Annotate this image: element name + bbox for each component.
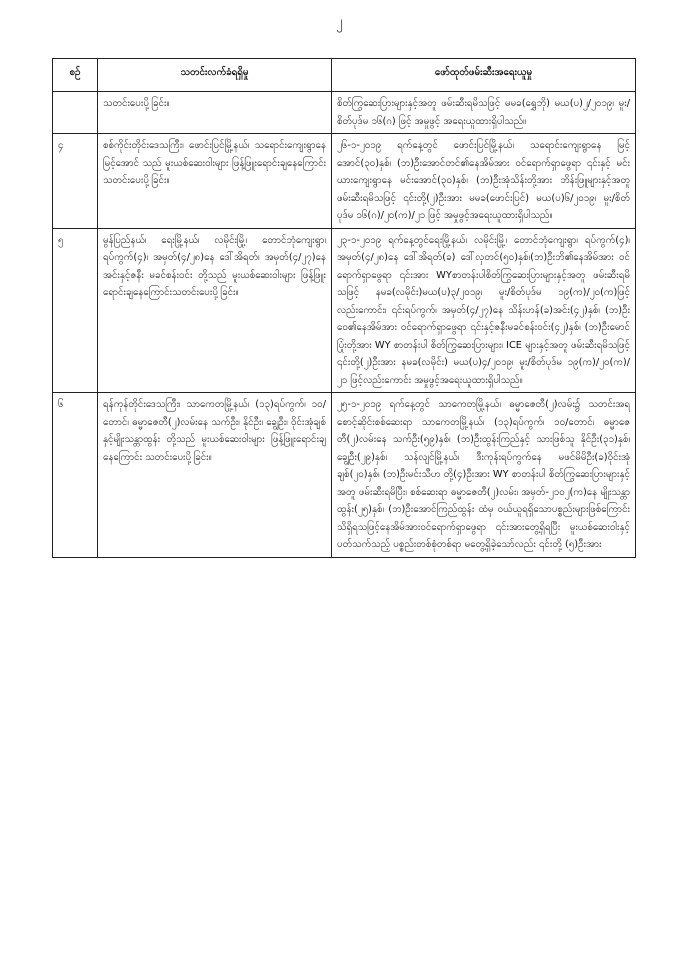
enforcement-table [52,58,636,558]
page-number: ၂ [336,14,343,30]
row-serial-no: ၄ [53,134,98,229]
header-info-received: သတင်းလက်ခံရရှိမှု [98,59,332,92]
table-header-row [53,59,636,92]
row-serial-no: ၅ [53,228,98,393]
row-info-received: သတင်းပေးပို့ခြင်း။ [98,92,332,134]
row-serial-no [53,92,98,134]
row-action-taken: စိတ်ကြွဆေးပြားများနှင့်အတူ ဖမ်းဆီးရမိသဖြင့် မမခ(ရွှေဘို) မယ(ပ)၂/၂၀၁၉၊ မူး/စိတ်ပုဒ်မ ၁၆(ဂ) ဖြင့် အမှုဖွင့် အရေးယူထားရှိပါသည်။ [332,92,636,134]
table-row [53,393,636,558]
table-row [53,92,636,134]
row-info-received: စစ်ကိုင်းတိုင်းဒေသကြီး၊ ဖောင်းပြင်မြို့နယ်၊ သရောင်းကျေးရွာနေ မြင့်အောင် သည် မူးယစ်ဆေးဝါးများ ဖြန့်ဖြူးရောင်းချနေကြောင်း သတင်းပေးပို့ခြင်း။ [98,134,332,229]
row-info-received: မွန်ပြည်နယ်၊ ရေးမြို့နယ်၊ လမိုင်းမြို့၊ တောင်ဘုံကျေးရွာ၊ ရပ်ကွက်(၄)၊ အမှတ်(၄/၂၈)နေ ဒေါ်အိရတ်၊ အမှတ်(၄/၂၇)နေ အင်းနှင့်ဇနီး မခင်စန်းဝင်း တို့သည် မူးယစ်ဆေးဝါးများ ဖြန့်ဖြူးရောင်းချနေကြောင်းသတင်းပေးပို့ခြင်း။ [98,228,332,393]
header-serial-no: စဉ် [53,59,98,92]
row-serial-no: ၆ [53,393,98,558]
row-action-taken: ၂၅-၁-၂၀၁၉ ရက်နေ့တွင် သာကေတမြို့နယ်၊ ဓမ္မာဇေတီ(၂)လမ်း၌ သတင်းအရ စောင့်ဆိုင်းစစ်ဆေးရာ သာကေတမြို့နယ်၊ (၁၃)ရပ်ကွက်၊ ၁၀/တောင်၊ ဓမ္မာဇေတီ(၂)လမ်းနေ သက်ဦး(၅၉)နှစ်၊ (ဘ)ဦးထွန်းကြည်နှင့် သားဖြစ်သူ နိုင်ဦး(၃၁)နှစ်၊ ချွေဦး(၂၉)နှစ်၊ သန်လျင်မြို့နယ်၊ ဒီးကုန်းရပ်ကွက်နေ မဖင်မိမိဦး(ခ)ဝိုင်းအုံချစ်(၂၀)နှစ်၊ (ဘ)ဦးမင်းသီဟ တို့(၄)ဦးအား WY စာတန်းပါ စိတ်ကြွဆေးပြားများနှင့်အတူ ဖမ်းဆီးရမိပြီး၊ စစ်ဆေးရာ ဓမ္မာဇေတီ(၂)လမ်း၊ အမှတ်-၂၁၀၂(က)နေ မျိုးသန္တာထွန်း(၂၅)နှစ်၊ (ဘ)ဦးအောင်ကြည်ထွန်း ထံမှ ဝယ်ယူရရှိသောပစ္စည်းများဖြစ်ကြောင်း သိရှိရသဖြင့်နေအိမ်အားဝင်ရောက်ရှာဖွေရာ ၎င်းအားတွေ့ရှိရပြီး မူးယစ်ဆေးဝါးနှင့် ပတ်သက်သည့် ပစ္စည်းတစ်စုံတစ်ရာ မတွေ့ရှိခဲ့သော်လည်း ၎င်းတို့ (၅)ဦးအား [332,393,636,558]
header-action-taken: ဖော်ထုတ်ဖမ်းဆီးအရေးယူမှု [332,59,636,92]
table-row [53,134,636,229]
row-action-taken: ၂၃-၁-၂၀၁၉ ရက်နေ့တွင်ရေးမြို့နယ်၊ လမိုင်းမြို့၊ တောင်ဘုံကျေးရွာ၊ ရပ်ကွက်(၄)၊ အမှတ်(၄/၂၈)နေ ဒေါ်အိရတ်(ခ) ဒေါ်လှတင်(၅၀)နှစ်၊(ဘ)ဦးဘိ၏နေအိမ်အား ဝင်ရောက်ရှာဖွေရာ ၎င်းအား WYစာတန်းပါစိတ်ကြွဆေးပြားများနှင့်အတူ ဖမ်းဆီးရမိသဖြင့် နမခ(လမိုင်း)မယ(ပ)၃/၂၀၁၉၊ မူး/စိတ်ပုဒ်မ ၁၉(က)/၂၀(က)ဖြင့်လည်းကောင်း၊ ၎င်းရပ်ကွက်၊ အမှတ်(၄/၂၇)နေ သိန်းဟန်(ခ)အင်း(၄၂)နှစ်၊ (ဘ)ဦးဝေ၏နေအိမ်အား ဝင်ရောက်ရှာဖွေရာ ၎င်းနှင့်ဇနီးမခင်စန်းဝင်း(၄၂)နှစ်၊ (ဘ)ဦးမောင်ပြုံးတို့အား WY စာတန်းပါ စိတ်ကြွဆေးပြားများ၊ ICE များနှင့်အတူ ဖမ်းဆီးရမိသဖြင့် ၎င်းတို့(၂)ဦးအား နမခ(လမိုင်း) မယ(ပ)၄/၂၀၁၉၊ မူး/စိတ်ပုဒ်မ ၁၉(က)/၂၀(က)/၂၁ ဖြင့်လည်းကောင်း အမှုဖွင့်အရေးယူထားရှိပါသည်။ [332,228,636,393]
row-action-taken: ၂၆-၁-၂၀၁၉ ရက်နေ့တွင် ဖောင်းပြင်မြို့နယ်၊ သရောင်းကျေးရွာနေ မြင့်အောင်(၃၀)နှစ်၊ (ဘ)ဦးအောင်တင်၏နေအိမ်အား ဝင်ရောက်ရှာဖွေရာ ၎င်းနှင့် မင်းယားကျေးရွာနေ မင်းအောင်(၃၀)နှစ်၊ (ဘ)ဦးအုံသိန်းတို့အား ဘိန်းဖြူများနှင့်အတူ ဖမ်းဆီးရမိသဖြင့် ၎င်းတို့(၂)ဦးအား မမခ(ဖောင်းပြင်) မယ(ပ)၆/၂၀၁၉၊ မူး/စိတ် ပုဒ်မ ၁၆(ဂ)/၂၀(က)/၂၁ ဖြင့် အမှုဖွင့်အရေးယူထားရှိပါသည်။ [332,134,636,229]
table-row [53,228,636,393]
row-info-received: ရန်ကုန်တိုင်းဒေသကြီး၊ သာကေတမြို့နယ်၊ (၁၃)ရပ်ကွက်၊ ၁၀/တောင်၊ ဓမ္မာဇေတီ(၂)လမ်းနေ သက်ဦး၊ နိုင်ဦး၊ ချွေဦး၊ ဝိုင်းအုံချစ် နှင့်မျိုးသန္တာထွန်း တို့သည် မူးယစ်ဆေးဝါးများ ဖြန့်ဖြူးရောင်းချနေကြောင်း သတင်းပေးပို့ခြင်း။ [98,393,332,558]
